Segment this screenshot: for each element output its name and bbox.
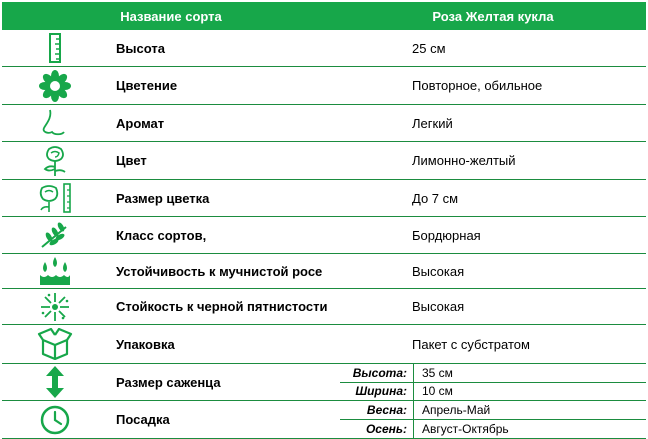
- flower-icon: [2, 67, 108, 104]
- sub-value: 10 см: [422, 384, 453, 399]
- drops-icon: [2, 254, 108, 288]
- table-row: [2, 67, 646, 105]
- row-label: Посадка: [116, 412, 170, 427]
- box-icon: [2, 325, 108, 363]
- table-row: [2, 364, 646, 401]
- planting-details: [340, 401, 646, 438]
- spots-icon: [2, 289, 108, 324]
- table-row: [2, 254, 646, 289]
- rose-size-icon: [2, 180, 108, 216]
- sub-key: Ширина:: [340, 383, 414, 401]
- header-variety-name: Название сорта: [120, 8, 222, 24]
- row-value: Лимонно-желтый: [412, 153, 516, 168]
- clock-icon: [2, 401, 108, 438]
- branch-icon: [2, 217, 108, 253]
- row-label: Класс сортов,: [116, 227, 207, 243]
- planting-autumn-row: [340, 419, 646, 438]
- table-row: [2, 30, 646, 67]
- table-row: [2, 217, 646, 254]
- table-row: [2, 401, 646, 439]
- row-value: Легкий: [412, 115, 453, 131]
- sub-key: Высота:: [340, 364, 414, 382]
- row-value: Повторное, обильное: [412, 78, 543, 93]
- seedling-width-row: [340, 382, 646, 401]
- row-label: Высота: [116, 40, 165, 56]
- sub-value: 35 см: [422, 365, 453, 380]
- seedling-details: [340, 364, 646, 400]
- row-label: Размер саженца: [116, 374, 221, 390]
- ruler-icon: [2, 30, 108, 66]
- arrow-updown-icon: [2, 364, 108, 400]
- seedling-height-row: [340, 364, 646, 382]
- nose-icon: [2, 105, 108, 141]
- planting-spring-row: [340, 401, 646, 419]
- table-row: [2, 325, 646, 364]
- table-row: [2, 142, 646, 180]
- row-label: Упаковка: [116, 336, 175, 352]
- sub-key: Осень:: [340, 420, 414, 438]
- row-value: Пакет с субстратом: [412, 336, 530, 352]
- sub-key: Весна:: [340, 401, 414, 419]
- header-variety-value: Роза Желтая кукла: [432, 8, 554, 24]
- sub-value: Август-Октябрь: [422, 422, 509, 436]
- table-header: [2, 2, 646, 30]
- sub-value: Апрель-Май: [422, 403, 491, 417]
- row-label: Цвет: [116, 153, 147, 168]
- characteristics-table: [2, 2, 646, 439]
- table-row: [2, 180, 646, 217]
- row-label: Стойкость к черной пятнистости: [116, 299, 328, 314]
- row-label: Размер цветка: [116, 190, 210, 206]
- table-row: [2, 105, 646, 142]
- row-value: Высокая: [412, 299, 465, 314]
- row-value: 25 см: [412, 40, 446, 56]
- row-value: Высокая: [412, 263, 465, 279]
- table-row: [2, 289, 646, 325]
- row-value: До 7 см: [412, 190, 459, 206]
- rose-icon: [2, 142, 108, 179]
- row-value: Бордюрная: [412, 227, 481, 243]
- row-label: Устойчивость к мучнистой росе: [116, 263, 323, 279]
- row-label: Аромат: [116, 115, 165, 131]
- row-label: Цветение: [116, 78, 178, 93]
